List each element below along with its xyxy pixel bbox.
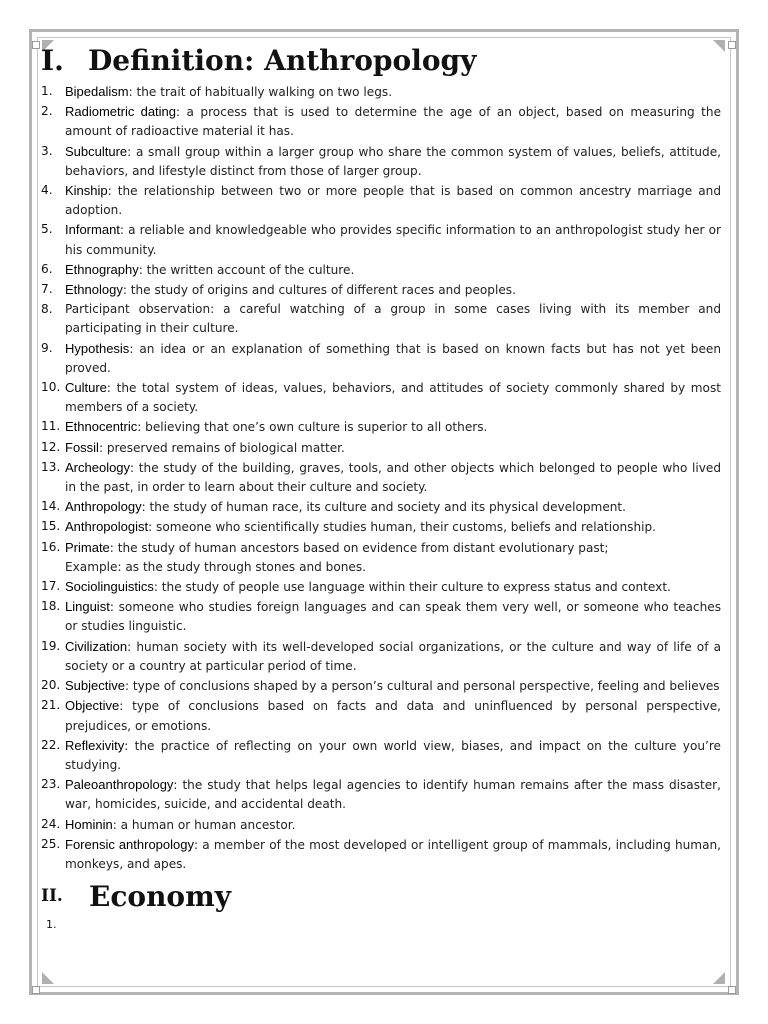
item-number: 16. xyxy=(41,539,61,554)
term: Radiometric dating xyxy=(65,104,177,120)
definition-text: : a reliable and knowledgeable who provides specific information to an anthropologist study her or his community. xyxy=(65,223,721,257)
term: Subjective xyxy=(65,678,125,694)
definition-text: : the study of human ancestors based on evidence from distant evolutionary past; xyxy=(109,540,609,555)
definition-text: : the study of people use language within their culture to express status and context. xyxy=(153,580,671,595)
definition-text: : the written account of the culture. xyxy=(138,262,355,277)
definition-text: : someone who studies foreign languages and can speak them very well, or someone who teaches or studies linguistic. xyxy=(65,600,721,634)
item-number: 12. xyxy=(41,439,61,454)
item-number: 14. xyxy=(41,499,61,514)
item-number: 19. xyxy=(41,638,61,653)
definition-item xyxy=(41,438,721,458)
definition-item xyxy=(41,676,721,696)
item-number: 4. xyxy=(41,183,53,198)
term: Informant xyxy=(65,222,120,238)
item-number: 11. xyxy=(41,419,61,434)
item-number: 17. xyxy=(41,579,61,594)
term: Kinship xyxy=(65,183,108,199)
definition-item xyxy=(41,280,721,300)
term: Archeology xyxy=(65,459,131,475)
document-content xyxy=(41,44,721,931)
item-number: 18. xyxy=(41,599,61,614)
definition-text: Participant observation: a careful watching of a group in some cases living with its member and participating in their culture. xyxy=(65,302,721,336)
definition-text: : the total system of ideas, values, behaviors, and attitudes of society commonly shared by most members of a society. xyxy=(65,381,721,415)
definition-item xyxy=(41,82,721,102)
definition-text: : the study that helps legal agencies to identify human remains after the mass disaster, war, homicides, suicide, and accidental death. xyxy=(65,778,721,812)
item-number: 2. xyxy=(41,104,53,119)
term: Civilization xyxy=(65,638,128,654)
definition-item xyxy=(41,339,721,378)
item-number: 1. xyxy=(41,84,53,98)
definition-item xyxy=(41,417,721,437)
definitions-list xyxy=(41,82,721,874)
item-number: 6. xyxy=(41,261,53,276)
item-number: 22. xyxy=(41,737,61,752)
definition-text: : believing that one’s own culture is superior to all others. xyxy=(137,420,488,435)
item-number: 21. xyxy=(41,698,61,713)
item-number: 8. xyxy=(41,302,53,317)
section-2-number: II. xyxy=(41,886,63,907)
definition-item xyxy=(41,597,721,636)
section-2-heading xyxy=(41,878,721,914)
definition-text: : a small group within a larger group who share the common system of values, beliefs, attitude, behaviors, and lifestyle distinct from those of larger group. xyxy=(65,144,721,178)
term: Fossil xyxy=(65,439,99,455)
term: Linguist xyxy=(65,599,110,615)
item-number: 3. xyxy=(41,143,53,158)
section-1-number: I. xyxy=(41,44,64,77)
definition-text: : the trait of habitually walking on two legs. xyxy=(128,85,393,99)
term: Ethnography xyxy=(65,261,139,277)
definition-item xyxy=(41,497,721,517)
definition-text: : a process that is used to determine the age of an object, based on measuring the amount of radioactive material it has. xyxy=(65,105,722,139)
term: Anthropology xyxy=(65,499,142,515)
definition-item xyxy=(41,102,721,141)
term: Sociolinguistics xyxy=(65,579,154,595)
term: Hypothesis xyxy=(65,340,130,356)
definition-text: : a member of the most developed or intelligent group of mammals, including human, monkeys, and apes. xyxy=(65,837,721,871)
definition-item xyxy=(41,775,721,814)
definition-item xyxy=(41,220,721,259)
example-text: Example: as the study through stones and bones. xyxy=(65,559,366,574)
definition-text: : the study of the building, graves, tools, and other objects which belonged to people who lived in the past, in order to learn about their culture and society. xyxy=(65,460,721,495)
definition-item xyxy=(41,300,721,338)
section-2-item-number: 1. xyxy=(46,918,57,932)
definition-item xyxy=(41,260,721,280)
definition-item xyxy=(41,835,721,874)
term: Objective xyxy=(65,698,120,714)
term: Paleoanthropology xyxy=(65,777,174,793)
corner-ornament-top-left xyxy=(32,41,40,49)
corner-ornament-top-right xyxy=(728,41,736,49)
item-number: 5. xyxy=(41,222,53,237)
corner-triangle-bottom-left xyxy=(42,972,54,984)
section-2-title: Economy xyxy=(89,879,231,913)
definition-item xyxy=(41,378,721,417)
definition-text: : preserved remains of biological matter. xyxy=(98,440,345,455)
term: Culture xyxy=(65,380,107,396)
item-number: 25. xyxy=(41,836,61,851)
section-2-list-item xyxy=(46,918,721,931)
definition-item xyxy=(41,142,721,181)
corner-triangle-bottom-right xyxy=(713,972,725,984)
definition-item xyxy=(41,815,721,835)
definition-item xyxy=(41,181,721,220)
term: Subculture xyxy=(65,143,128,159)
item-number: 24. xyxy=(41,816,61,831)
term: Bipedalism xyxy=(65,84,129,99)
definition-item xyxy=(41,538,721,577)
term: Ethnocentric xyxy=(65,419,138,435)
definition-text: : an idea or an explanation of something that is based on known facts but has not yet been proved. xyxy=(65,341,721,375)
definition-text: : type of conclusions shaped by a person’s cultural and personal perspective, feeling and believes xyxy=(124,679,720,694)
term: Forensic anthropology xyxy=(65,836,194,852)
definition-item xyxy=(41,577,721,597)
definition-text: : someone who scientifically studies human, their customs, beliefs and relationship. xyxy=(148,520,656,535)
item-number: 7. xyxy=(41,282,53,297)
term: Reflexivity xyxy=(65,737,125,753)
definition-item xyxy=(41,637,721,676)
corner-ornament-bottom-right xyxy=(728,986,736,994)
corner-ornament-bottom-left xyxy=(32,986,40,994)
term: Hominin xyxy=(65,816,113,832)
definition-text: : the practice of reflecting on your own world view, biases, and impact on the culture you’re studying. xyxy=(65,738,721,772)
definition-text: : human society with its well-developed social organizations, or the culture and way of life of a society or a country at particular period of time. xyxy=(65,639,721,673)
definition-text: : the study of origins and cultures of different races and peoples. xyxy=(122,283,516,298)
item-number: 23. xyxy=(41,777,61,792)
item-number: 13. xyxy=(41,459,61,474)
definition-text: : the study of human race, its culture and society and its physical development. xyxy=(141,500,627,515)
definition-item xyxy=(41,517,721,537)
item-number: 15. xyxy=(41,519,61,534)
item-number: 10. xyxy=(41,380,61,395)
section-1-heading xyxy=(41,44,721,78)
term: Anthropologist xyxy=(65,519,149,535)
definition-item xyxy=(41,458,721,497)
definition-text: : a human or human ancestor. xyxy=(112,817,296,832)
definition-text: : the relationship between two or more people that is based on common ancestry marriage and adoption. xyxy=(65,184,721,218)
term: Ethnology xyxy=(65,282,123,298)
definition-item xyxy=(41,696,721,735)
definition-text: : type of conclusions based on facts and data and uninfluenced by personal perspective, prejudices, or emotions. xyxy=(65,699,721,733)
section-1-title: Definition: Anthropology xyxy=(88,44,477,77)
item-number: 20. xyxy=(41,678,61,693)
term: Primate xyxy=(65,539,110,555)
item-number: 9. xyxy=(41,340,53,355)
definition-item xyxy=(41,736,721,775)
